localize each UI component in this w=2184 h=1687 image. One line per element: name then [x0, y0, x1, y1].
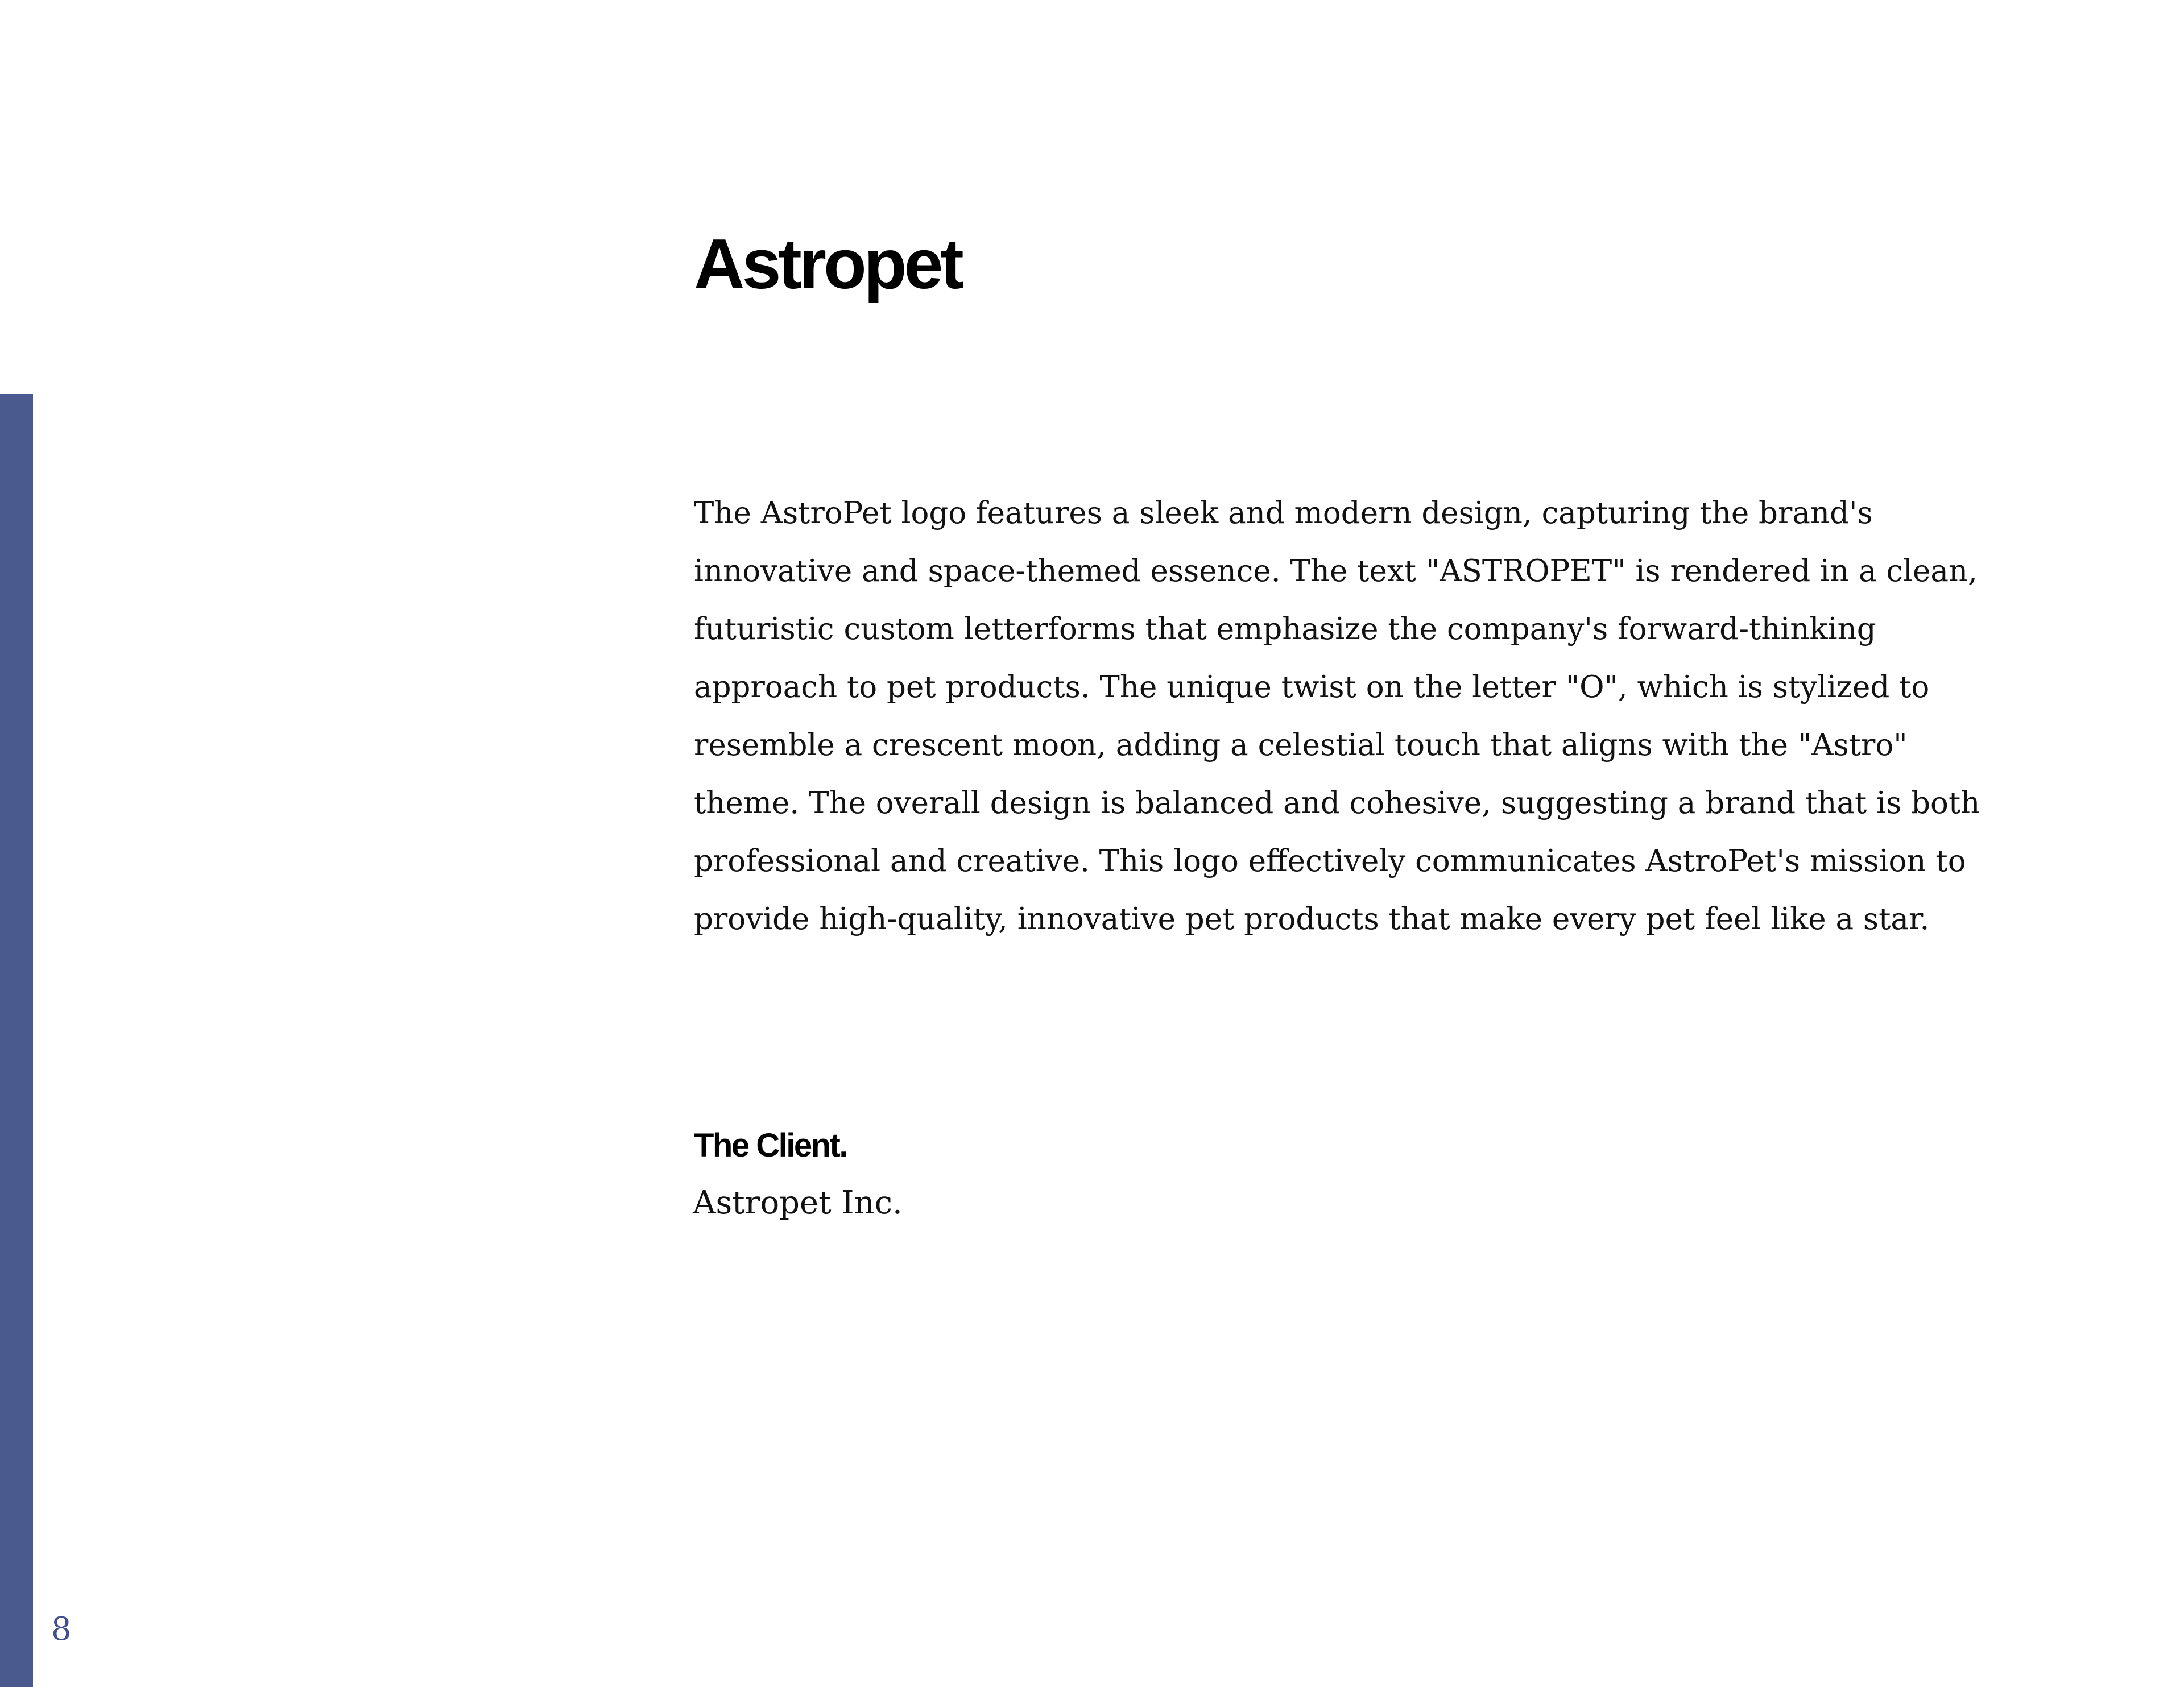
- page-number: 8: [51, 1611, 72, 1648]
- accent-sidebar-bar: [0, 394, 33, 1687]
- client-name: Astropet Inc.: [693, 1184, 903, 1221]
- description-paragraph: The AstroPet logo features a sleek and modern design, capturing the brand's innovative and space-themed essence. The text "ASTROPET" is rendered in a clean, futuristic custom letterforms that emphasize the company's forward-thinking approach to pet products. The unique twist on the letter "O", which is stylized to resemble a crescent moon, adding a celestial touch that aligns with the "Astro" theme. The overall design is balanced and cohesive, suggesting a brand that is both professional and creative. This logo effectively communicates AstroPet's mission to provide high-quality, innovative pet products that make every pet feel like a star.: [694, 496, 1980, 936]
- page-title: Astropet: [694, 225, 961, 304]
- client-label: The Client.: [694, 1127, 847, 1164]
